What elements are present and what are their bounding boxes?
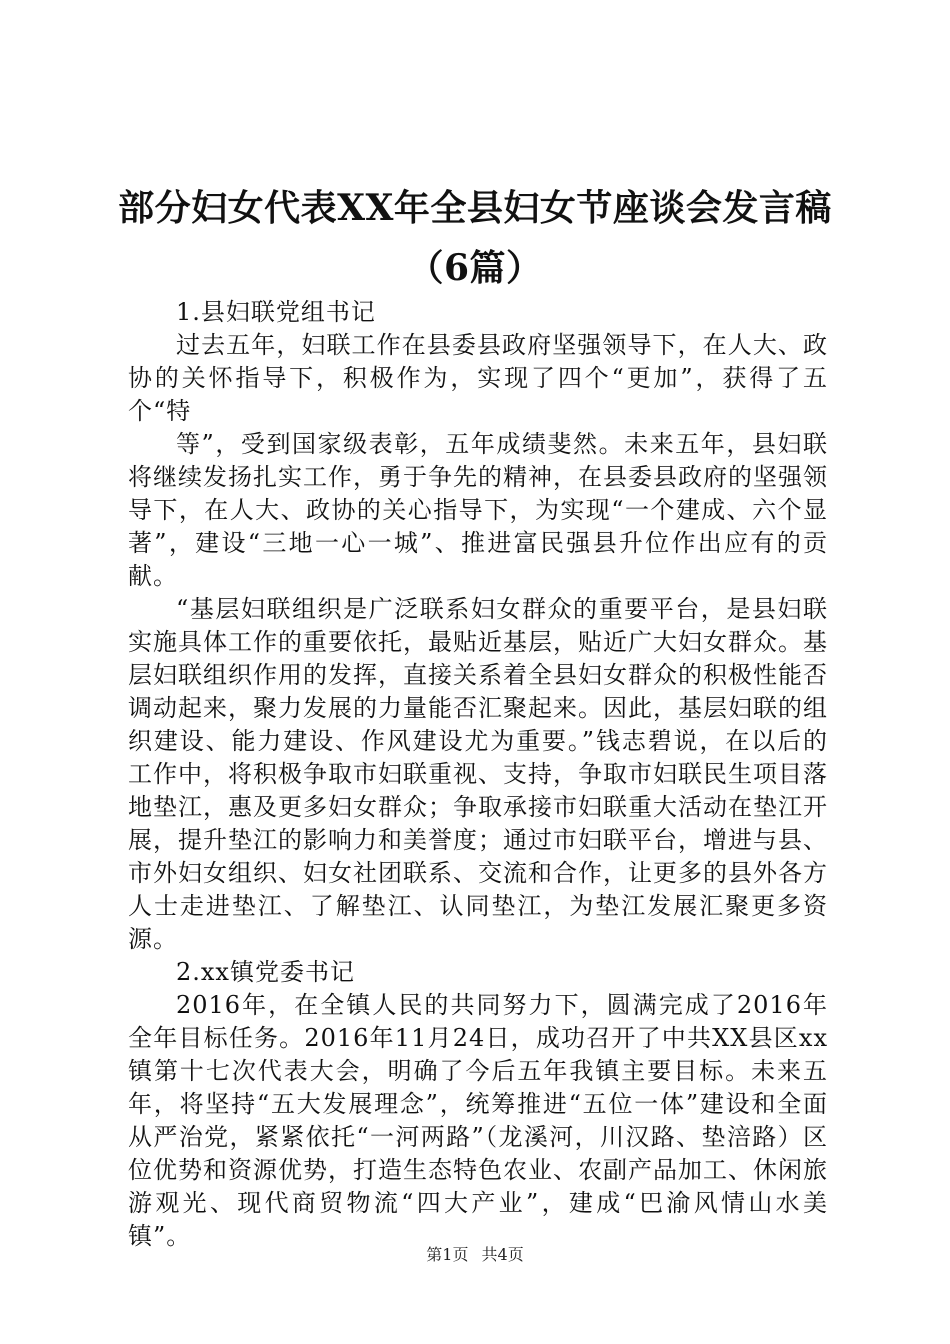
page-footer bbox=[0, 1243, 950, 1267]
page-total: 共4页 bbox=[481, 1245, 524, 1264]
section-1-paragraph-1: 过去五年，妇联工作在县委县政府坚强领导下，在人大、政协的关怀指导下，积极作为，实现了四个“更加”，获得了五个“特 bbox=[128, 331, 828, 425]
section-1-paragraph-2: 等”，受到国家级表彰，五年成绩斐然。未来五年，县妇联将继续发扬扎实工作，勇于争先的精神，在县委县政府的坚强领导下，在人大、政协的关心指导下，为实现“一个建成、六个显著”，建设“三地一心一城”、推进富民强县升位作出应有的贡献。 bbox=[128, 430, 828, 590]
section-heading-2: 2.xx镇党委书记 bbox=[176, 958, 355, 986]
section-2-paragraph-1: 2016年，在全镇人民的共同努力下，圆满完成了2016年全年目标任务。2016年11月24日，成功召开了中共XX县区xx镇第十七次代表大会，明确了今后五年我镇主要目标。未来五年，将坚持“五大发展理念”，统筹推进“五位一体”建设和全面从严治党，紧紧依托“一河两路”（龙溪河，川汉路、垫涪路）区位优势和资源优势，打造生态特色农业、农副产品加工、休闲旅游观光、现代商贸物流“四大产业”，建成“巴渝风情山水美镇”。 bbox=[128, 991, 828, 1250]
title-line-2: （6篇） bbox=[407, 247, 543, 289]
title-line-1: 部分妇女代表XX年全县妇女节座谈会发言稿 bbox=[118, 187, 832, 229]
document-title bbox=[0, 183, 950, 293]
section-heading-1: 1.县妇联党组书记 bbox=[176, 298, 376, 326]
document-body bbox=[128, 296, 828, 1253]
page-number: 第1页 bbox=[426, 1245, 469, 1264]
section-1-paragraph-3: “基层妇联组织是广泛联系妇女群众的重要平台，是县妇联实施具体工作的重要依托，最贴近基层，贴近广大妇女群众。基层妇联组织作用的发挥，直接关系着全县妇女群众的积极性能否调动起来，聚力发展的力量能否汇聚起来。因此，基层妇联的组织建设、能力建设、作风建设尤为重要。”钱志碧说，在以后的工作中，将积极争取市妇联重视、支持，争取市妇联民生项目落地垫江，惠及更多妇女群众；争取承接市妇联重大活动在垫江开展，提升垫江的影响力和美誉度；通过市妇联平台，增进与县、市外妇女组织、妇女社团联系、交流和合作，让更多的县外各方人士走进垫江、了解垫江、认同垫江，为垫江发展汇聚更多资源。 bbox=[128, 595, 828, 953]
